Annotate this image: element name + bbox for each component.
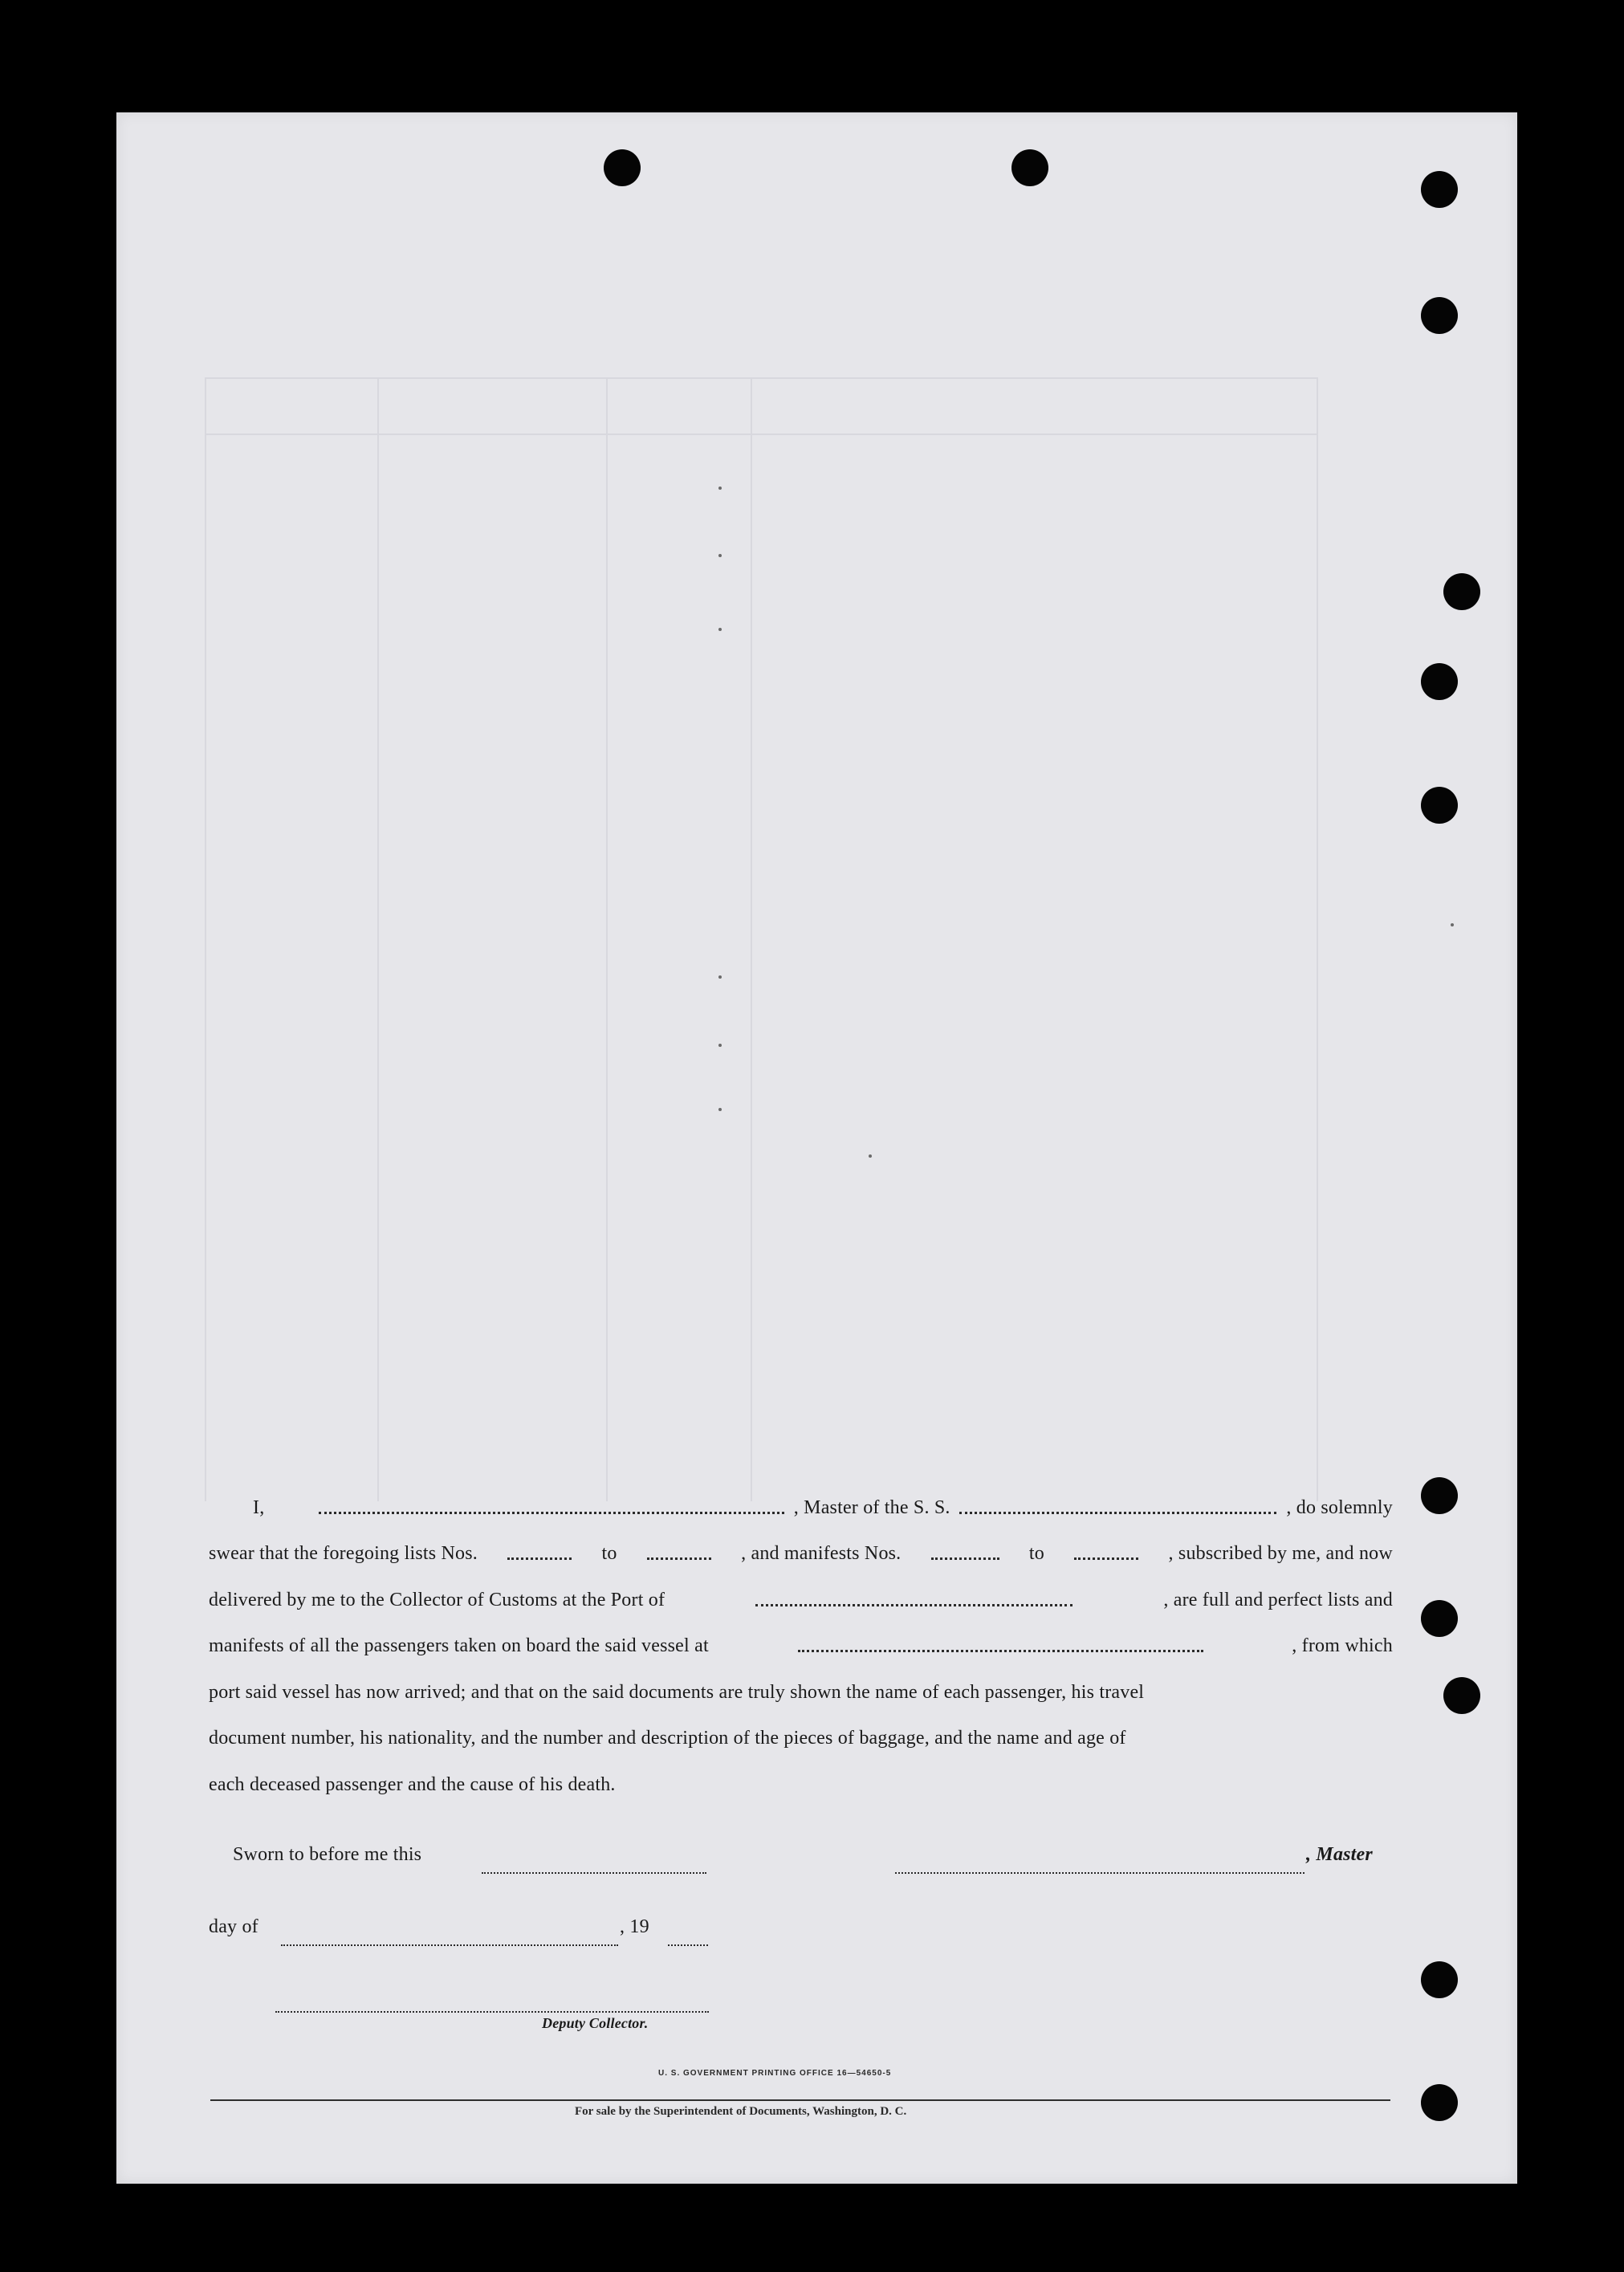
oath-line-4 [209, 1635, 1393, 1661]
embarkation-port-blank [798, 1635, 1203, 1652]
year-prefix: , 19 [620, 1916, 649, 1937]
sworn-line [209, 1844, 1393, 1870]
speck [718, 975, 722, 979]
oath-text: , Master of the S. S. [793, 1497, 950, 1518]
month-blank [281, 1944, 618, 1946]
year-blank [668, 1944, 708, 1946]
punch-hole [1011, 149, 1048, 186]
oath-text: , from which [1292, 1635, 1393, 1656]
oath-text: to [601, 1543, 617, 1564]
deputy-wrap [542, 2015, 718, 2041]
oath-text: document number, his nationality, and the number and description of the pieces of baggage, and the name and age of [209, 1728, 1126, 1749]
day-of-label: day of [209, 1916, 258, 1937]
document-page [116, 112, 1517, 2184]
oath-line-3 [209, 1590, 1393, 1615]
sworn-label: Sworn to before me this [233, 1844, 422, 1865]
bleed-through-line [205, 377, 206, 1501]
sworn-date-blank [482, 1872, 706, 1874]
punch-hole [1421, 1961, 1458, 1998]
footer-rule [210, 2099, 1390, 2101]
punch-hole [1421, 1600, 1458, 1637]
for-sale-imprint: For sale by the Superintendent of Documents, Washington, D. C. [575, 2105, 907, 2118]
speck [718, 487, 722, 490]
oath-text: I, [253, 1497, 265, 1518]
oath-line-7 [209, 1774, 1393, 1800]
master-label-wrap [1306, 1844, 1394, 1870]
oath-line-2 [209, 1543, 1393, 1569]
punch-hole [1421, 171, 1458, 208]
punch-hole [1421, 2084, 1458, 2121]
punch-hole [1421, 663, 1458, 700]
oath-text: each deceased passenger and the cause of his death. [209, 1774, 616, 1795]
punch-hole [1443, 573, 1480, 610]
printing-office-imprint: U. S. GOVERNMENT PRINTING OFFICE 16—54650-5 [658, 2069, 892, 2078]
deputy-collector-label: Deputy Collector. [542, 2015, 649, 2031]
year-wrap [620, 1916, 700, 1942]
oath-text: , and manifests Nos. [741, 1543, 902, 1564]
oath-line-5 [209, 1682, 1393, 1708]
speck [1451, 923, 1454, 926]
master-signature-blank [895, 1872, 1304, 1874]
name-blank [319, 1497, 784, 1514]
punch-hole [1443, 1677, 1480, 1714]
ship-blank [959, 1497, 1276, 1514]
bleed-through-line [205, 377, 1317, 379]
oath-text: manifests of all the passengers taken on board the said vessel at [209, 1635, 709, 1656]
oath-text: to [1028, 1543, 1044, 1564]
port-blank [755, 1590, 1072, 1606]
bleed-through-line [205, 434, 1317, 435]
bleed-through-line [1317, 377, 1318, 1501]
speck [718, 554, 722, 557]
day-of-line [209, 1916, 1393, 1942]
master-label: , Master [1306, 1844, 1373, 1865]
deputy-signature-blank [275, 2011, 709, 2013]
oath-text: swear that the foregoing lists Nos. [209, 1543, 478, 1564]
manifest-to-blank [1074, 1543, 1138, 1560]
speck [718, 1044, 722, 1047]
oath-text: delivered by me to the Collector of Customs at the Port of [209, 1590, 665, 1610]
punch-hole [604, 149, 641, 186]
oath-text: , do solemnly [1286, 1497, 1393, 1518]
oath-line-1 [209, 1497, 1393, 1523]
oath-text: , subscribed by me, and now [1168, 1543, 1393, 1564]
list-from-blank [507, 1543, 572, 1560]
punch-hole [1421, 297, 1458, 334]
oath-line-6 [209, 1728, 1393, 1753]
punch-hole [1421, 787, 1458, 824]
speck [718, 628, 722, 631]
list-to-blank [647, 1543, 711, 1560]
punch-hole [1421, 1477, 1458, 1514]
bleed-through-line [751, 377, 752, 1501]
oath-text: port said vessel has now arrived; and that on the said documents are truly shown the name of each passenger, his travel [209, 1682, 1145, 1703]
speck [718, 1108, 722, 1111]
oath-text: , are full and perfect lists and [1163, 1590, 1393, 1610]
bleed-through-line [377, 377, 379, 1501]
speck [869, 1154, 872, 1158]
manifest-from-blank [931, 1543, 999, 1560]
bleed-through-line [606, 377, 608, 1501]
